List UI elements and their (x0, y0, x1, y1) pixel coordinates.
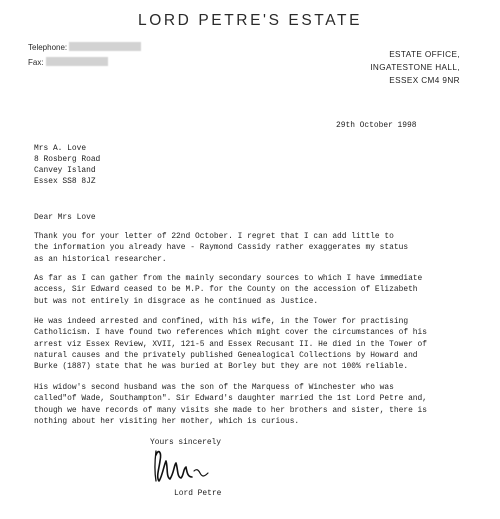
redacted-telephone-number (69, 42, 141, 51)
closing: Yours sincerely (150, 438, 222, 447)
body-line: arrest viz Essex Review, XVII, 121-5 and Essex Recusant II. He died in the Tower of (34, 339, 428, 349)
body-line: the information you already have - Raymond Cassidy rather exaggerates my status (34, 243, 409, 253)
body-line: natural causes and the privately published Genealogical Collections by Howard and (34, 350, 418, 360)
handwritten-signature (150, 447, 230, 487)
body-line: Thank you for your letter of 22nd October. I regret that I can add little to (34, 232, 394, 241)
body-line: Catholicism. I have found two references which might cover the circumstances of his (34, 328, 428, 338)
recipient-line: Essex SS8 8JZ (34, 177, 96, 186)
body-paragraph-4 (34, 382, 464, 427)
body-line: access, Sir Edward ceased to be M.P. for the County on the accession of Elizabeth (34, 285, 418, 295)
redacted-fax-number (46, 57, 108, 66)
body-paragraph-2 (34, 273, 464, 307)
body-line: as an historical researcher. (34, 254, 167, 264)
letter-date: 29th October 1998 (336, 121, 417, 130)
office-address-line: ESTATE OFFICE, (389, 50, 460, 59)
recipient-line: Mrs A. Love (34, 144, 87, 153)
body-line: His widow's second husband was the son of the Marquess of Winchester who was (34, 383, 394, 392)
body-line: but was not entirely in disgrace as he continued as Justice. (34, 296, 319, 306)
fax-label: Fax: (28, 58, 44, 67)
recipient-address (34, 143, 100, 187)
body-line: though we have records of many visits she made to her brothers and sister, there is (34, 405, 428, 415)
signatory-name: Lord Petre (174, 489, 222, 498)
estate-office-address (370, 48, 460, 87)
body-line: called"of Wade, Southampton". Sir Edward's daughter married the 1st Lord Petre and, (34, 394, 428, 404)
salutation: Dear Mrs Love (34, 213, 96, 222)
recipient-line: Canvey Island (34, 166, 96, 175)
fax-line (28, 57, 108, 67)
body-paragraph-1 (34, 231, 464, 265)
telephone-label: Telephone: (28, 43, 68, 52)
body-line: Burke (1887) state that he was buried at Borley but they are not 100% reliable. (34, 362, 409, 372)
body-line: He was indeed arrested and confined, with his wife, in the Tower for practising (34, 317, 409, 326)
telephone-line (28, 42, 141, 52)
body-line: As far as I can gather from the mainly secondary sources to which I have immediate (34, 274, 423, 283)
office-address-line: INGATESTONE HALL, (370, 63, 460, 72)
body-paragraph-3 (34, 316, 464, 372)
office-address-line: ESSEX CM4 9NR (389, 76, 460, 85)
body-line: nothing about her visiting her mother, which is curious. (34, 416, 300, 426)
recipient-line: 8 Rosberg Road (34, 155, 101, 164)
letterhead-title: LORD PETRE'S ESTATE (137, 12, 363, 29)
